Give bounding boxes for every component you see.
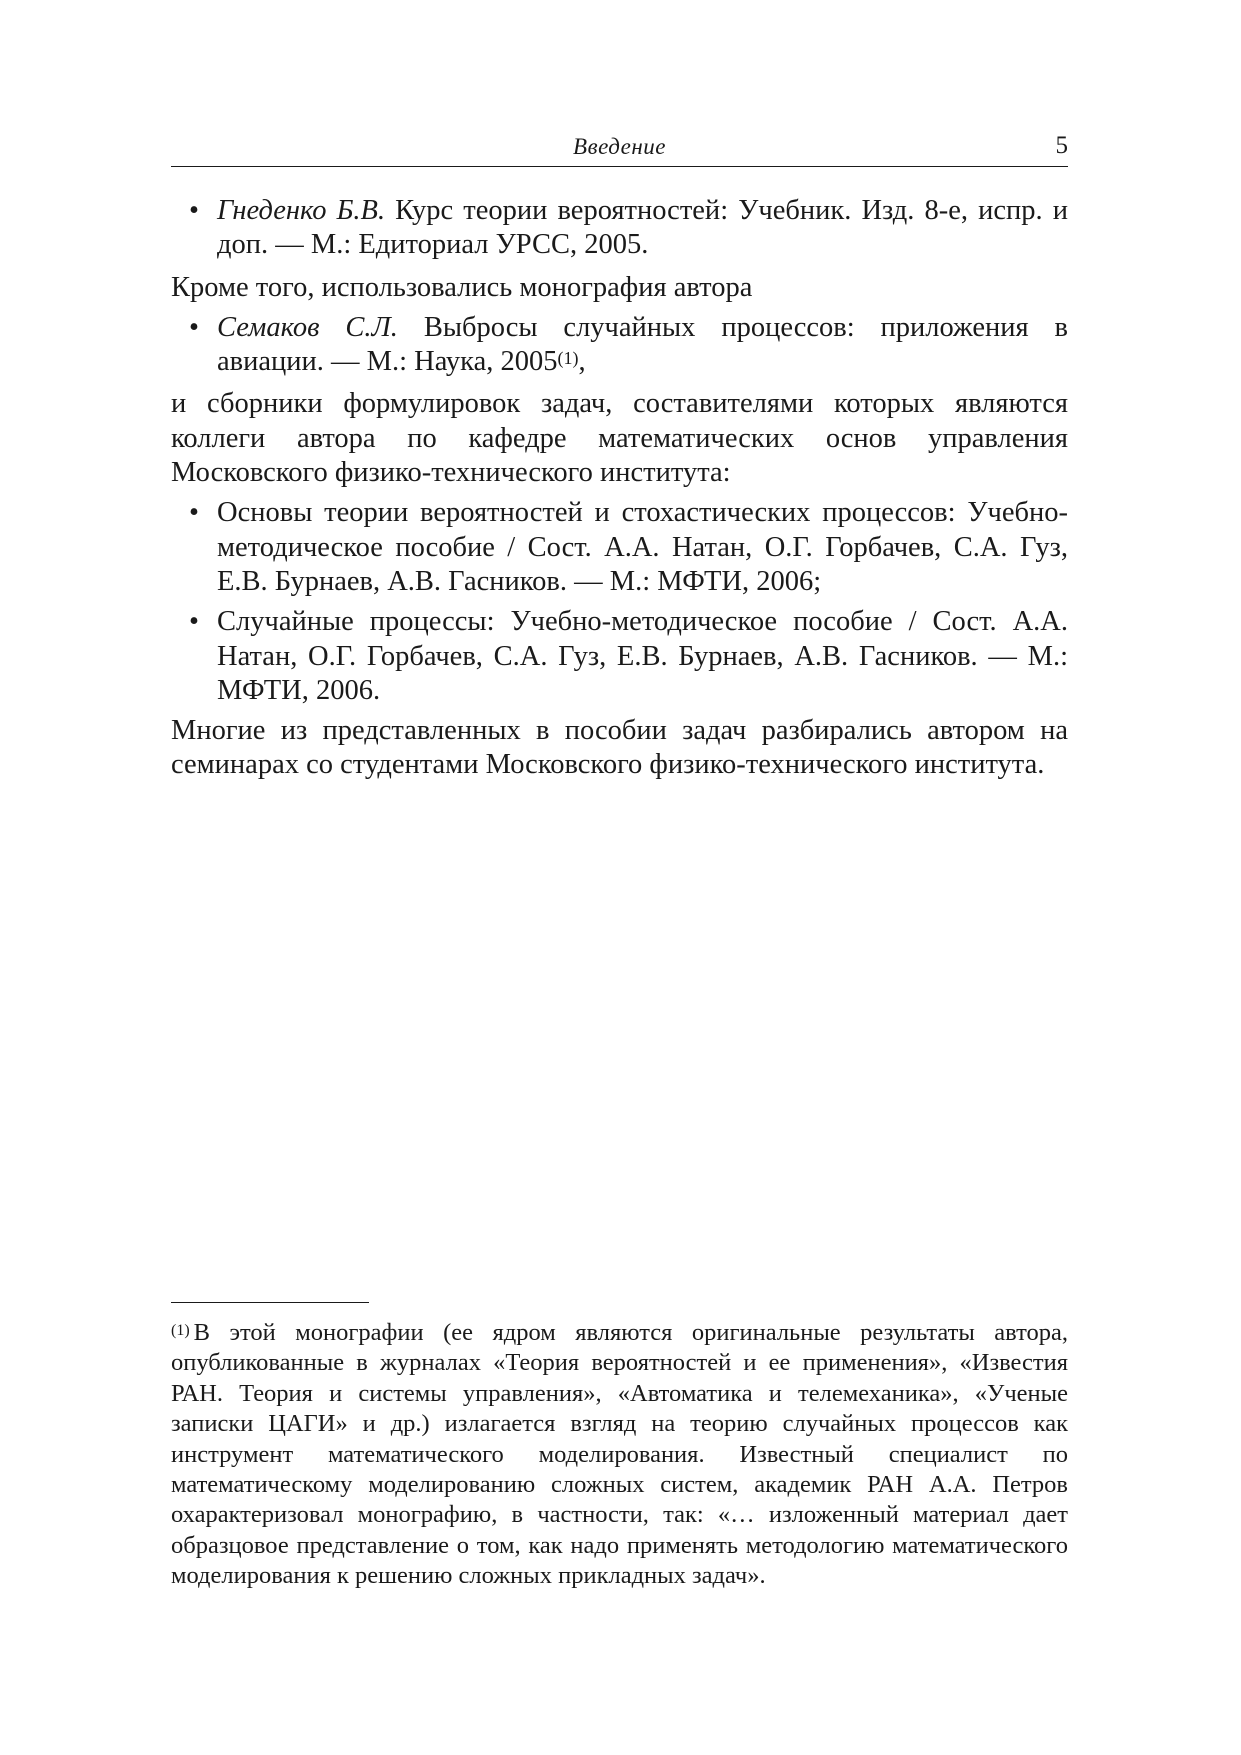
- reference-item: [171, 194, 1068, 263]
- reference-trailing: ,: [578, 346, 586, 378]
- paragraph: и сборники формулировок задач, составителями которых являются коллеги автора по кафедре математических основ управления Московского физико-технического института:: [171, 388, 1068, 489]
- header-title: Введение: [573, 134, 666, 159]
- footnote-divider: [171, 1302, 369, 1303]
- bullet-icon: •: [189, 195, 199, 226]
- reference-item: [171, 605, 1068, 708]
- reference-item: [171, 496, 1068, 599]
- bullet-icon: •: [189, 606, 199, 638]
- paragraph: Кроме того, использовались монография автора: [171, 271, 753, 303]
- paragraph: Многие из представленных в пособии задач разбирались автором на семинарах со студентами Московского физико-технического института.: [171, 715, 1068, 781]
- reference-item: [171, 311, 1068, 380]
- running-header: [171, 132, 1068, 167]
- main-text: [171, 194, 1068, 783]
- reference-text: Выбросы случайных процессов: приложения в авиации. — М.: Наука, 2005: [217, 311, 1069, 378]
- reference-list-2: [171, 311, 1068, 380]
- bullet-icon: •: [189, 497, 199, 529]
- reference-text: Случайные процессы: Учебно-методическое пособие / Сост. А.А. Натан, О.Г. Горбачев, С.А. Гуз, Е.В. Бурнаев, А.В. Гасников. — М.: МФТИ, 2006.: [217, 606, 1068, 706]
- reference-text: Курс теории вероятностей: Учебник. Изд. 8-е, испр. и доп. — М.: Едиториал УРСС, 2005.: [217, 195, 1069, 261]
- reference-list-3: [171, 496, 1068, 708]
- bullet-icon: •: [189, 311, 199, 343]
- footnote: [171, 1318, 1068, 1592]
- page-number: 5: [1055, 132, 1068, 159]
- footnote-marker: (1): [557, 348, 579, 369]
- footnote-mark: (1): [171, 1322, 190, 1339]
- reference-list-1: [171, 194, 1068, 263]
- reference-author: Гнеденко Б.В.: [217, 195, 386, 226]
- reference-author: Семаков С.Л.: [217, 311, 398, 343]
- footnote-text: В этой монографии (ее ядром являются оригинальные результаты автора, опубликованные в журналах «Теория вероятностей и ее применения», «Известия РАН. Теория и системы управления», «Автоматика и телемеханика», «Ученые записки ЦАГИ» и др.) излагается взгляд на теорию случайных процессов как инструмент математического моделирования. Известный специалист по математическому моделированию сложных систем, академик РАН А.А. Петров охарактеризовал монографию, в частности, так: «… изложенный материал дает образцовое представление о том, как надо применять методологию математического моделирования к решению сложных прикладных задач».: [171, 1319, 1068, 1590]
- reference-text: Основы теории вероятностей и стохастических процессов: Учебно-методическое пособие / Сост. А.А. Натан, О.Г. Горбачев, С.А. Гуз, Е.В. Бурнаев, А.В. Гасников. — М.: МФТИ, 2006;: [217, 497, 1068, 597]
